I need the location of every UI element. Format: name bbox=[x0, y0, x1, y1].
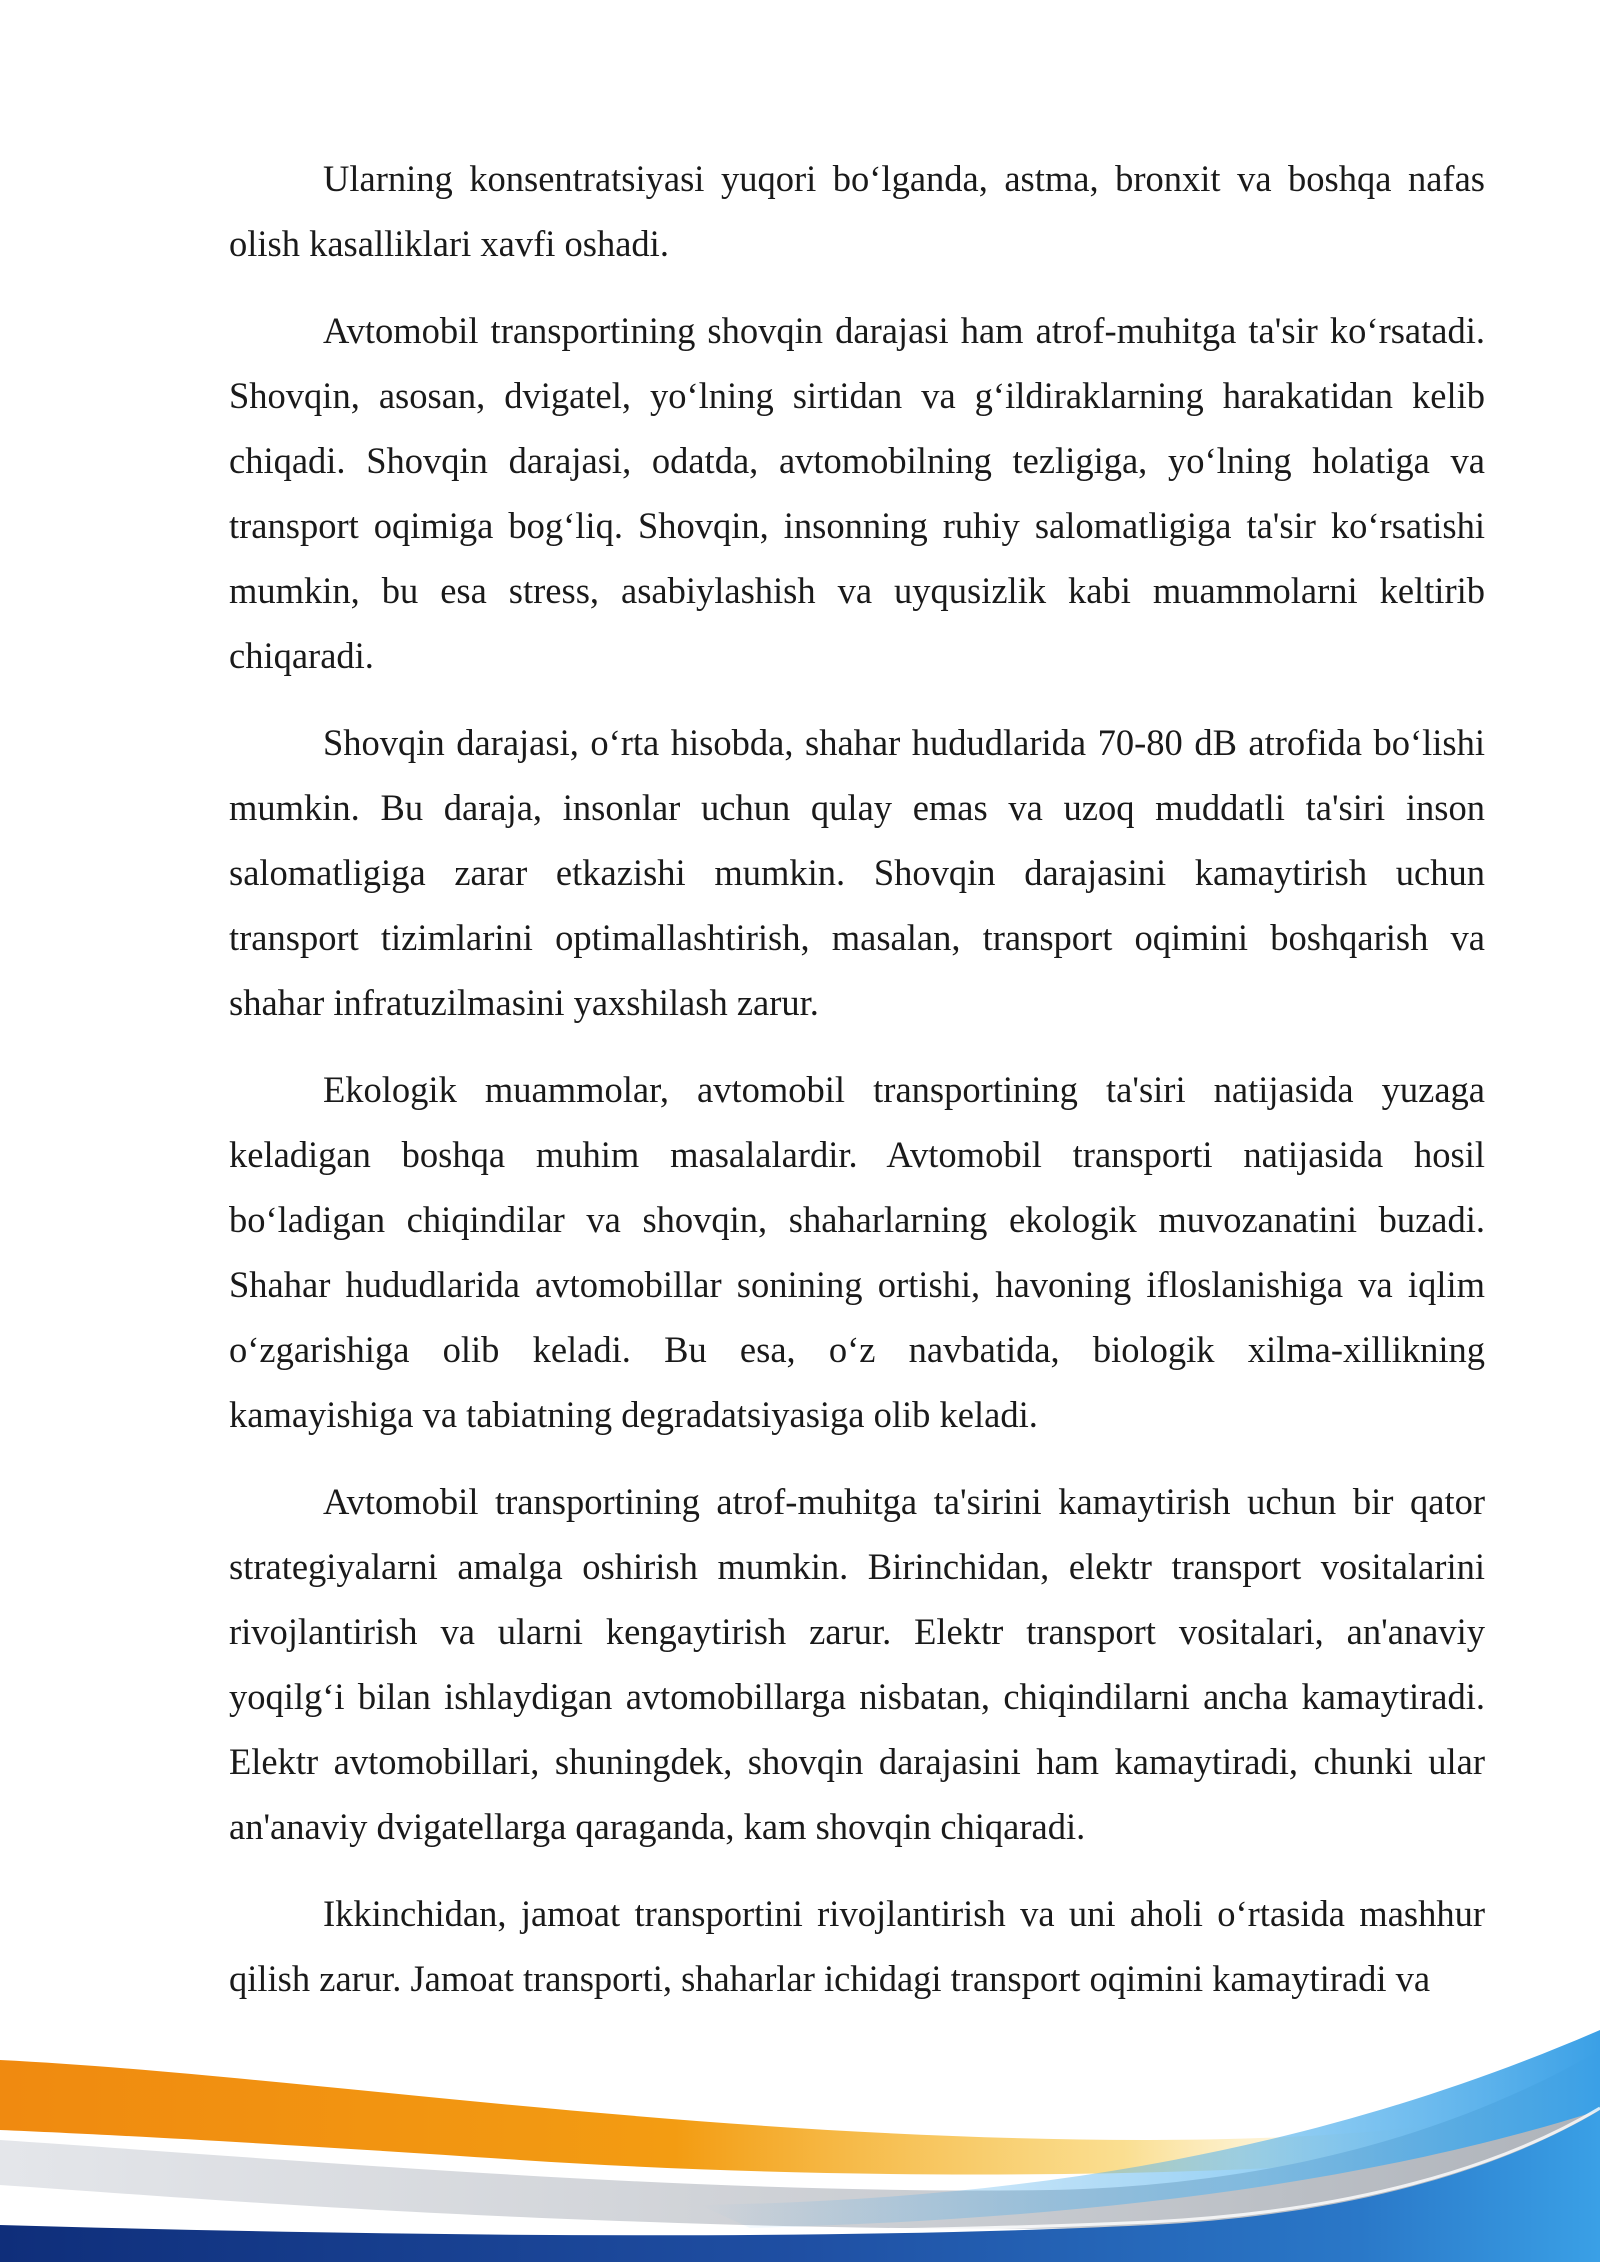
paragraph-1: Ularning konsentratsiyasi yuqori bo‘lganda, astma, bronxit va boshqa nafas olish kasalliklari xavfi oshadi. bbox=[229, 158, 1485, 264]
document-body bbox=[229, 146, 1485, 2033]
paragraph-3: Shovqin darajasi, o‘rta hisobda, shahar hududlarida 70-80 dB atrofida bo‘lishi mumkin. Bu daraja, insonlar uchun qulay emas va uzoq muddatli ta'siri inson salomatligiga zarar etkazishi mumkin. Shovqin darajasini kamaytirish uchun transport tizimlarini optimallashtirish, masalan, transport oqimini boshqarish va shahar infratuzilmasini yaxshilash zarur. bbox=[229, 722, 1485, 1023]
paragraph-5: Avtomobil transportining atrof-muhitga ta'sirini kamaytirish uchun bir qator strategiyalarni amalga oshirish mumkin. Birinchidan, elektr transport vositalarini rivojlantirish va ularni kengaytirish zarur. Elektr transport vositalari, an'anaviy yoqilg‘i bilan ishlaydigan avtomobillarga nisbatan, chiqindilarni ancha kamaytiradi. Elektr avtomobillari, shuningdek, shovqin darajasini ham kamaytiradi, chunki ular an'anaviy dvigatellarga qaraganda, kam shovqin chiqaradi. bbox=[229, 1481, 1485, 1847]
paragraph-6: Ikkinchidan, jamoat transportini rivojlantirish va uni aholi o‘rtasida mashhur qilish zarur. Jamoat transporti, shaharlar ichidagi transport oqimini kamaytiradi va bbox=[229, 1893, 1485, 1999]
paragraph-4: Ekologik muammolar, avtomobil transportining ta'siri natijasida yuzaga keladigan boshqa muhim masalalardir. Avtomobil transporti natijasida hosil bo‘ladigan chiqindilar va shovqin, shaharlarning ekologik muvozanatini buzadi. Shahar hududlarida avtomobillar sonining ortishi, havoning ifloslanishiga va iqlim o‘zgarishiga olib keladi. Bu esa, o‘z navbatida, biologik xilma-xillikning kamayishiga va tabiatning degradatsiyasiga olib keladi. bbox=[229, 1069, 1485, 1435]
paragraph-2: Avtomobil transportining shovqin darajasi ham atrof-muhitga ta'sir ko‘rsatadi. Shovqin, asosan, dvigatel, yo‘lning sirtidan va g‘ildiraklarning harakatidan kelib chiqadi. Shovqin darajasi, odatda, avtomobilning tezligiga, yo‘lning holatiga va transport oqimiga bog‘liq. Shovqin, insonning ruhiy salomatligiga ta'sir ko‘rsatishi mumkin, bu esa stress, asabiylashish va uyqusizlik kabi muammolarni keltirib chiqaradi. bbox=[229, 310, 1485, 676]
footer-wave-decoration bbox=[0, 1990, 1600, 2262]
